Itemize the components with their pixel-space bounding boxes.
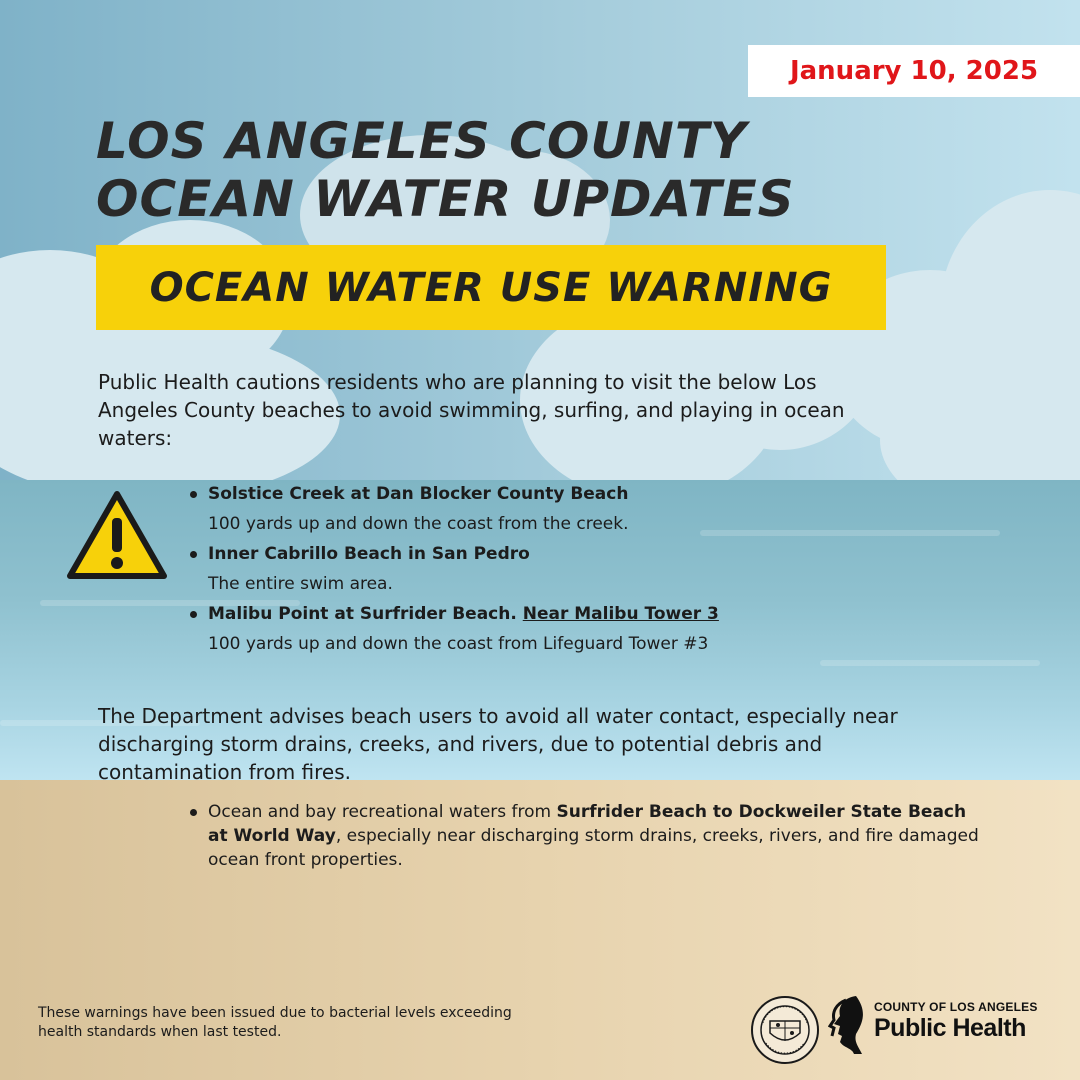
waters-bold: Surfrider Beach to Dockweiler State Beach at World Way — [208, 802, 967, 846]
list-item — [190, 800, 990, 872]
beach-name-text: Malibu Point at Surfrider Beach. — [208, 604, 517, 624]
list-item — [190, 482, 1010, 536]
list-item — [190, 542, 1010, 596]
bullet-icon — [190, 491, 197, 498]
waters-prefix: Ocean and bay recreational waters from — [208, 802, 557, 822]
logo-name-text: Public Health — [874, 1014, 1026, 1042]
footnote: These warnings have been issued due to bacterial levels exceeding health standards when last tested. — [38, 1005, 512, 1040]
warning-banner — [96, 245, 886, 330]
title-line-2: OCEAN WATER UPDATES — [96, 170, 795, 228]
warning-banner-text: OCEAN WATER USE WARNING — [149, 264, 833, 311]
title-line-1: LOS ANGELES COUNTY — [96, 112, 748, 170]
waters-suffix: , especially near discharging storm drains, creeks, rivers, and fire damaged ocean front properties. — [208, 826, 979, 870]
beach-name — [208, 542, 1010, 566]
page-title — [96, 112, 996, 228]
date-badge — [748, 45, 1080, 97]
date-text: January 10, 2025 — [789, 56, 1039, 86]
beach-list — [190, 482, 1010, 662]
warning-triangle-icon — [66, 490, 168, 582]
intro-paragraph: Public Health cautions residents who are planning to visit the below Los Angeles County beaches to avoid swimming, surfing, and playing in ocean waters: — [98, 370, 845, 450]
waters-list — [190, 800, 990, 872]
beach-name-text: Solstice Creek at Dan Blocker County Beach — [208, 484, 629, 504]
bullet-icon — [190, 809, 197, 816]
list-item — [190, 602, 1010, 656]
public-health-logo — [828, 992, 1048, 1058]
face-profiles-icon — [828, 994, 872, 1056]
beach-description: 100 yards up and down the coast from Lifeguard Tower #3 — [208, 634, 709, 654]
bullet-icon — [190, 551, 197, 558]
advisory-paragraph: The Department advises beach users to avoid all water contact, especially near discharging storm drains, creeks, and rivers, due to potential debris and contamination from fires. — [98, 704, 898, 784]
beach-name-text: Inner Cabrillo Beach in San Pedro — [208, 544, 530, 564]
county-seal-icon — [750, 995, 820, 1065]
beach-name — [208, 602, 1010, 626]
logo-county-text: COUNTY OF LOS ANGELES — [874, 1000, 1038, 1014]
malibu-tower-link[interactable]: Near Malibu Tower 3 — [522, 604, 719, 624]
beach-name — [208, 482, 1010, 506]
beach-description: The entire swim area. — [208, 574, 393, 594]
beach-description: 100 yards up and down the coast from the creek. — [208, 514, 629, 534]
bullet-icon — [190, 611, 197, 618]
